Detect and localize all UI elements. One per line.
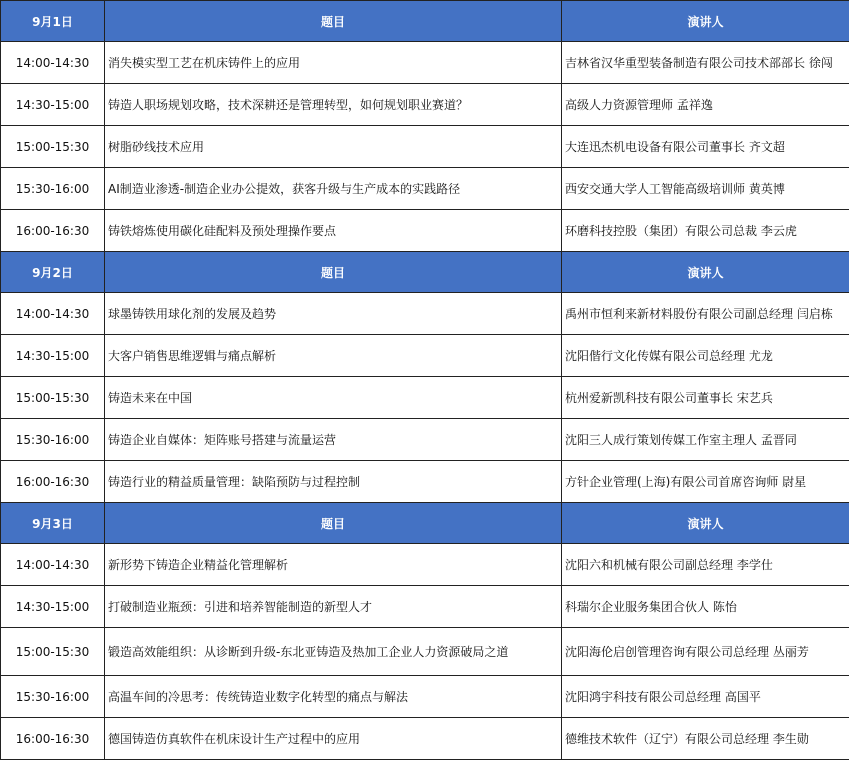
session-topic: 铸铁熔炼使用碳化硅配料及预处理操作要点 [105,210,562,252]
session-topic: 树脂砂线技术应用 [105,126,562,168]
session-row [1,586,849,628]
topic-column-header: 题目 [105,252,562,293]
session-time: 15:00-15:30 [1,126,105,168]
session-speaker: 德维技术软件（辽宁）有限公司总经理 李生勋 [562,718,849,760]
session-topic: 德国铸造仿真软件在机床设计生产过程中的应用 [105,718,562,760]
day-section [1,252,849,503]
session-speaker: 科瑞尔企业服务集团合伙人 陈怡 [562,586,849,628]
day-date: 9月2日 [1,252,105,293]
session-time: 15:30-16:00 [1,676,105,718]
session-topic: 锻造高效能组织：从诊断到升级-东北亚铸造及热加工企业人力资源破局之道 [105,628,562,676]
day-date: 9月3日 [1,503,105,544]
session-row [1,377,849,419]
session-row [1,84,849,126]
session-topic: 大客户销售思维逻辑与痛点解析 [105,335,562,377]
session-speaker: 杭州爱新凯科技有限公司董事长 宋艺兵 [562,377,849,419]
session-row [1,42,849,84]
session-topic: 铸造未来在中国 [105,377,562,419]
session-speaker: 沈阳三人成行策划传媒工作室主理人 孟晋同 [562,419,849,461]
day-section [1,503,849,760]
session-row [1,461,849,503]
session-topic: 消失模实型工艺在机床铸件上的应用 [105,42,562,84]
session-row [1,544,849,586]
session-row [1,718,849,760]
session-time: 15:00-15:30 [1,628,105,676]
session-time: 16:00-16:30 [1,461,105,503]
topic-column-header: 题目 [105,503,562,544]
session-speaker: 方针企业管理(上海)有限公司首席咨询师 尉星 [562,461,849,503]
session-time: 16:00-16:30 [1,210,105,252]
session-speaker: 沈阳海伦启创管理咨询有限公司总经理 丛丽芳 [562,628,849,676]
session-topic: 高温车间的冷思考：传统铸造业数字化转型的痛点与解法 [105,676,562,718]
speaker-column-header: 演讲人 [562,252,849,293]
session-time: 14:30-15:00 [1,586,105,628]
speaker-column-header: 演讲人 [562,1,849,42]
session-row [1,419,849,461]
session-speaker: 环磨科技控股（集团）有限公司总裁 李云虎 [562,210,849,252]
session-row [1,676,849,718]
session-topic: 铸造行业的精益质量管理：缺陷预防与过程控制 [105,461,562,503]
session-speaker: 高级人力资源管理师 孟祥逸 [562,84,849,126]
session-time: 15:30-16:00 [1,419,105,461]
session-speaker: 吉林省汉华重型装备制造有限公司技术部部长 徐闯 [562,42,849,84]
session-speaker: 大连迅杰机电设备有限公司董事长 齐文超 [562,126,849,168]
session-time: 16:00-16:30 [1,718,105,760]
session-time: 15:00-15:30 [1,377,105,419]
session-topic: 铸造人职场规划攻略，技术深耕还是管理转型，如何规划职业赛道？ [105,84,562,126]
session-topic: 打破制造业瓶颈：引进和培养智能制造的新型人才 [105,586,562,628]
session-speaker: 西安交通大学人工智能高级培训师 黄英博 [562,168,849,210]
session-speaker: 沈阳六和机械有限公司副总经理 李学仕 [562,544,849,586]
session-time: 15:30-16:00 [1,168,105,210]
session-speaker: 沈阳鸿宇科技有限公司总经理 高国平 [562,676,849,718]
session-row [1,168,849,210]
session-row [1,210,849,252]
session-row [1,126,849,168]
session-row [1,335,849,377]
day-header-row [1,1,849,42]
day-header-row [1,503,849,544]
topic-column-header: 题目 [105,1,562,42]
session-time: 14:30-15:00 [1,335,105,377]
session-speaker: 禹州市恒利来新材料股份有限公司副总经理 闫启栋 [562,293,849,335]
session-time: 14:30-15:00 [1,84,105,126]
speaker-column-header: 演讲人 [562,503,849,544]
day-section [1,1,849,252]
session-row [1,293,849,335]
day-header-row [1,252,849,293]
session-time: 14:00-14:30 [1,293,105,335]
session-speaker: 沈阳偕行文化传媒有限公司总经理 尤龙 [562,335,849,377]
day-date: 9月1日 [1,1,105,42]
session-topic: 新形势下铸造企业精益化管理解析 [105,544,562,586]
session-row [1,628,849,676]
session-topic: 铸造企业自媒体：矩阵账号搭建与流量运营 [105,419,562,461]
session-time: 14:00-14:30 [1,544,105,586]
session-topic: AI制造业渗透-制造企业办公提效，获客升级与生产成本的实践路径 [105,168,562,210]
session-time: 14:00-14:30 [1,42,105,84]
session-topic: 球墨铸铁用球化剂的发展及趋势 [105,293,562,335]
